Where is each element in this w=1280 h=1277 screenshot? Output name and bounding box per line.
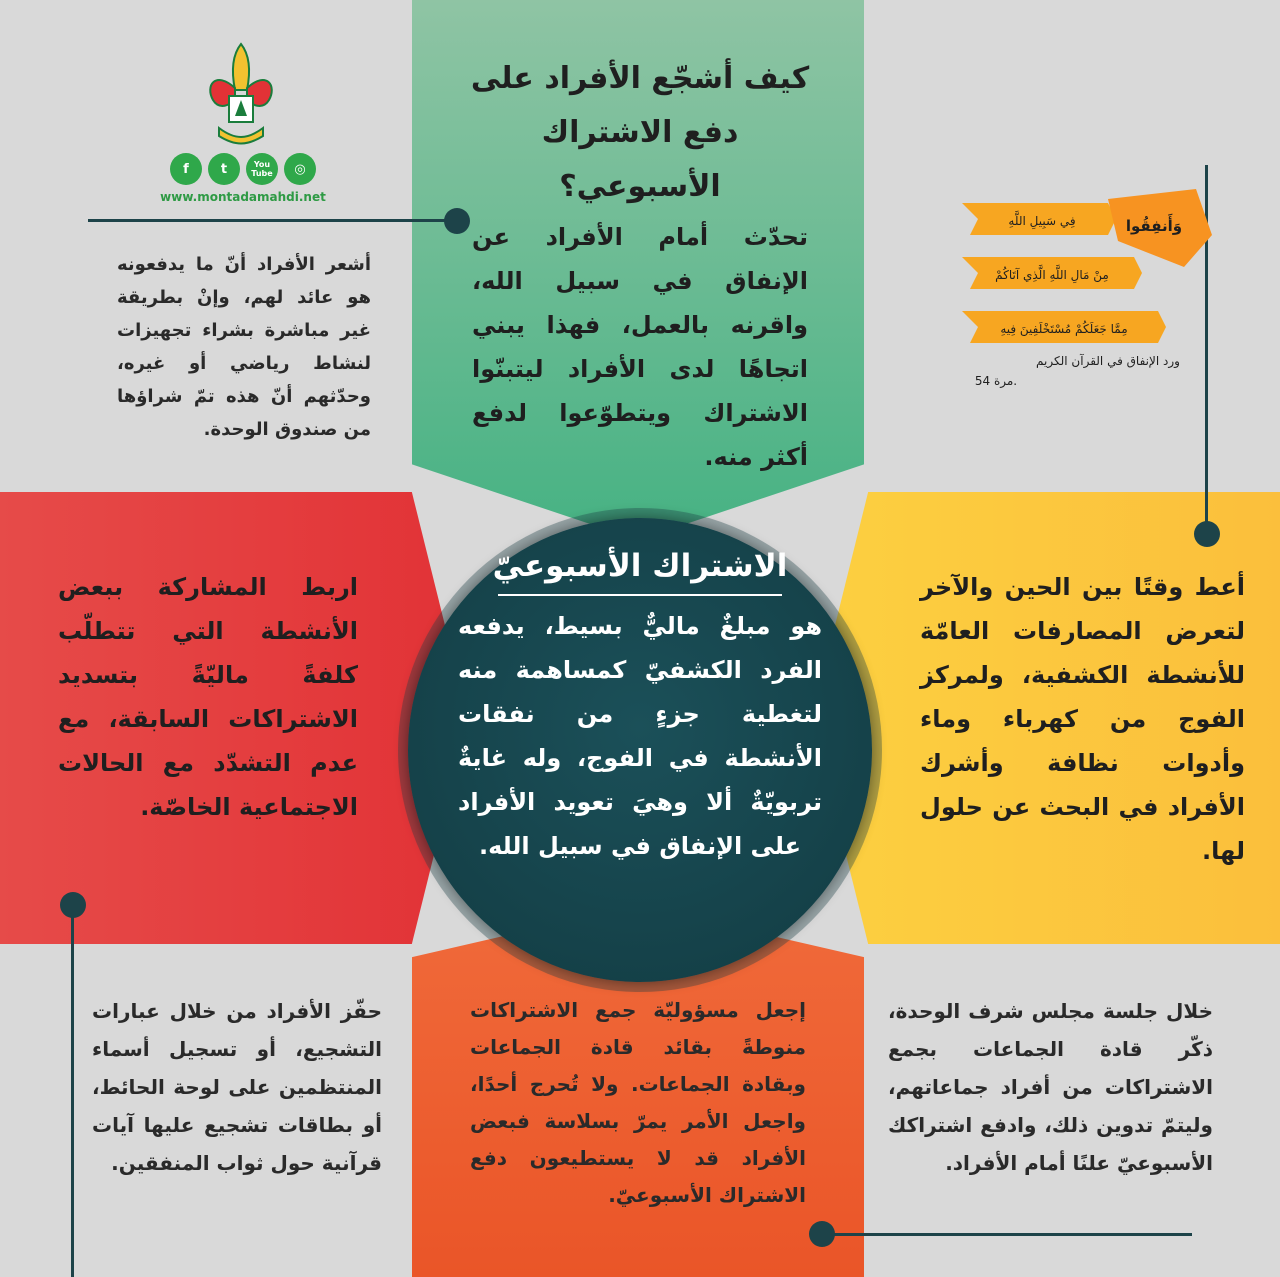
tip-bottom-right: خلال جلسة مجلس شرف الوحدة، ذكّر قادة الجماعات بجمع الاشتراكات من أفراد جماعاتهم، وليتمّ تدوين ذلك، وادفع اشتراكك الأسبوعيّ علنًا أمام الأفراد. bbox=[888, 999, 1213, 1175]
center-body: هو مبلغٌ ماليٌّ بسيط، يدفعه الفرد الكشفيّ كمساهمة منه لتغطية جزءٍ من نفقات الأنشطة في الفوج، وله غايةٌ تربويّةٌ ألا وهيَ تعويد الأفراد على الإنفاق في سبيل الله. bbox=[458, 612, 822, 860]
twitter-icon[interactable]: t bbox=[208, 153, 240, 185]
tip-orange: إجعل مسؤوليّة جمع الاشتراكات منوطةً بقائد قادة الجماعات وبقادة الجماعات. ولا تُحرج أحدًا، واجعل الأمر يمرّ بسلاسة فبعض الأفراد قد لا يستطيعون دفع الاشتراك الأسبوعيّ. bbox=[470, 998, 806, 1207]
connector-dot-right bbox=[1194, 521, 1220, 547]
facebook-icon[interactable]: f bbox=[170, 153, 202, 185]
tip-top-left: أشعر الأفراد أنّ ما يدفعونه هو عائد لهم، وإنْ بطريقة غير مباشرة بشراء تجهيزات لنشاط رياضي أو غيره، وحدّثهم أنّ هذه تمّ شراؤها من صندوق الوحدة. bbox=[117, 254, 371, 440]
page-title: كيف أشجّع الأفراد على دفع الاشتراك الأسبوعي؟ bbox=[470, 61, 810, 204]
connector-dot-bottom bbox=[809, 1221, 835, 1247]
tip-green: تحدّث أمام الأفراد عن الإنفاق في سبيل الله، واقرنه بالعمل، فهذا يبني اتجاهًا لدى الأفراد ليتبنّوا الاشتراك ويتطوّعوا لدفع أكثر منه. bbox=[472, 223, 808, 471]
youtube-icon[interactable]: You Tube bbox=[246, 153, 278, 185]
banner-line-3: مِمَّا جَعَلَكُمْ مُسْتَخْلَفِينَ فِيهِ bbox=[1000, 322, 1128, 336]
website-url[interactable]: www.montadamahdi.net bbox=[160, 190, 326, 204]
center-divider bbox=[498, 594, 782, 596]
banner-line-1: فِي سَبِيلِ اللَّهِ bbox=[1008, 214, 1076, 228]
center-circle bbox=[408, 518, 872, 982]
tip-red: اربط المشاركة ببعض الأنشطة التي تتطلّب كلفةً ماليّةً بتسديد الاشتراكات السابقة، مع عدم التشدّد مع الحالات الاجتماعية الخاصّة. bbox=[58, 573, 358, 821]
center-title: الاشتراك الأسبوعيّ bbox=[492, 548, 788, 584]
connector-dot-top-left bbox=[444, 208, 470, 234]
banner-caption-1: ورد الإنفاق في القرآن الكريم bbox=[1036, 354, 1180, 368]
connector-dot-left bbox=[60, 892, 86, 918]
social-icons bbox=[168, 153, 318, 187]
connector-line-left bbox=[71, 905, 74, 1277]
banner-caption-2: 54 مرة. bbox=[974, 374, 1018, 388]
tip-yellow: أعط وقتًا بين الحين والآخر لتعرض المصارفات العامّة للأنشطة الكشفية، ولمركز الفوج من كهرباء وماء وأدوات نظافة وأشرك الأفراد في البحث عن حلول لها. bbox=[920, 573, 1245, 865]
quran-verse-banner bbox=[958, 185, 1218, 395]
scout-logo-icon bbox=[205, 40, 277, 150]
banner-word: وَأَنفِقُوا bbox=[1125, 217, 1183, 235]
connector-line-top-left bbox=[88, 219, 456, 222]
instagram-icon[interactable]: ◎ bbox=[284, 153, 316, 185]
banner-line-2: مِنْ مَالِ اللَّهِ الَّذِي آتَاكُمْ bbox=[995, 268, 1109, 282]
connector-line-bottom bbox=[822, 1233, 1192, 1236]
tip-bottom-left: حفّز الأفراد من خلال عبارات التشجيع، أو تسجيل أسماء المنتظمين على لوحة الحائط، أو بطاقات تشجيع عليها آيات قرآنية حول ثواب المنفقين. bbox=[92, 999, 382, 1175]
